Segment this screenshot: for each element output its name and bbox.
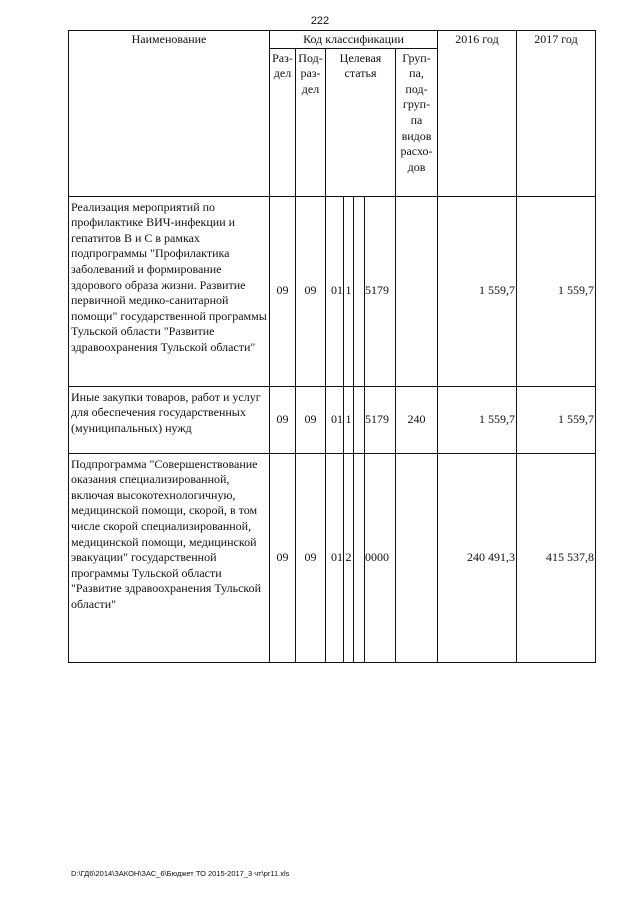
row-amount-2016: 1 559,7 bbox=[438, 196, 517, 386]
row-target-a: 01 bbox=[326, 453, 344, 662]
header-section: Раз- дел bbox=[270, 48, 296, 196]
row-target-c bbox=[354, 196, 365, 386]
row-target-d: 5179 bbox=[365, 196, 396, 386]
header-2017: 2017 год bbox=[517, 31, 596, 197]
row-target-b: 2 bbox=[344, 453, 354, 662]
row-expense-group bbox=[396, 453, 438, 662]
table-row bbox=[69, 386, 596, 453]
row-subsection: 09 bbox=[296, 386, 326, 453]
header-classification-code: Код классификации bbox=[270, 31, 438, 49]
row-target-d: 0000 bbox=[365, 453, 396, 662]
row-name: Реализация мероприятий по профилактике ВИЧ-инфекции и гепатитов В и С в рамках подпрограммы "Профилактика заболеваний и формирование здорового образа жизни. Развитие первичной медико-санитарной помощи" государственной программы Тульской области "Развитие здравоохранения Тульской области" bbox=[69, 196, 270, 386]
footer-file-path: D:\ГД6\2014\ЗАКОН\ЗАС_6\Бюджет ТО 2015-2017_3 чт\pr11.xls bbox=[71, 869, 290, 878]
row-target-a: 01 bbox=[326, 386, 344, 453]
header-expense-group: Груп- па, под- груп- па видов расхо- дов bbox=[396, 48, 438, 196]
table-row bbox=[69, 196, 596, 386]
row-expense-group: 240 bbox=[396, 386, 438, 453]
row-section: 09 bbox=[270, 453, 296, 662]
row-target-d: 5179 bbox=[365, 386, 396, 453]
header-row-1 bbox=[69, 31, 596, 49]
row-amount-2017: 415 537,8 bbox=[517, 453, 596, 662]
row-section: 09 bbox=[270, 386, 296, 453]
header-name: Наименование bbox=[69, 31, 270, 197]
header-2016: 2016 год bbox=[438, 31, 517, 197]
row-target-a: 01 bbox=[326, 196, 344, 386]
row-target-b: 1 bbox=[344, 386, 354, 453]
row-amount-2017: 1 559,7 bbox=[517, 196, 596, 386]
row-target-c bbox=[354, 386, 365, 453]
row-name: Подпрограмма "Совершенствование оказания специализированной, включая высокотехнологичную, медицинской помощи, скорой, в том числе скорой специализированной, медицинской помощи, медицинской эвакуации" государственной программы Тульской области "Развитие здравоохранения Тульской области" bbox=[69, 453, 270, 662]
header-subsection: Под- раз- дел bbox=[296, 48, 326, 196]
row-subsection: 09 bbox=[296, 453, 326, 662]
row-amount-2016: 240 491,3 bbox=[438, 453, 517, 662]
table-row bbox=[69, 453, 596, 662]
row-name: Иные закупки товаров, работ и услуг для обеспечения государственных (муниципальных) нужд bbox=[69, 386, 270, 453]
row-target-c bbox=[354, 453, 365, 662]
page-number: 222 bbox=[310, 15, 330, 27]
row-amount-2016: 1 559,7 bbox=[438, 386, 517, 453]
row-subsection: 09 bbox=[296, 196, 326, 386]
header-target-item: Целевая статья bbox=[326, 48, 396, 196]
row-expense-group bbox=[396, 196, 438, 386]
row-section: 09 bbox=[270, 196, 296, 386]
row-amount-2017: 1 559,7 bbox=[517, 386, 596, 453]
budget-table bbox=[68, 30, 596, 663]
row-target-b: 1 bbox=[344, 196, 354, 386]
